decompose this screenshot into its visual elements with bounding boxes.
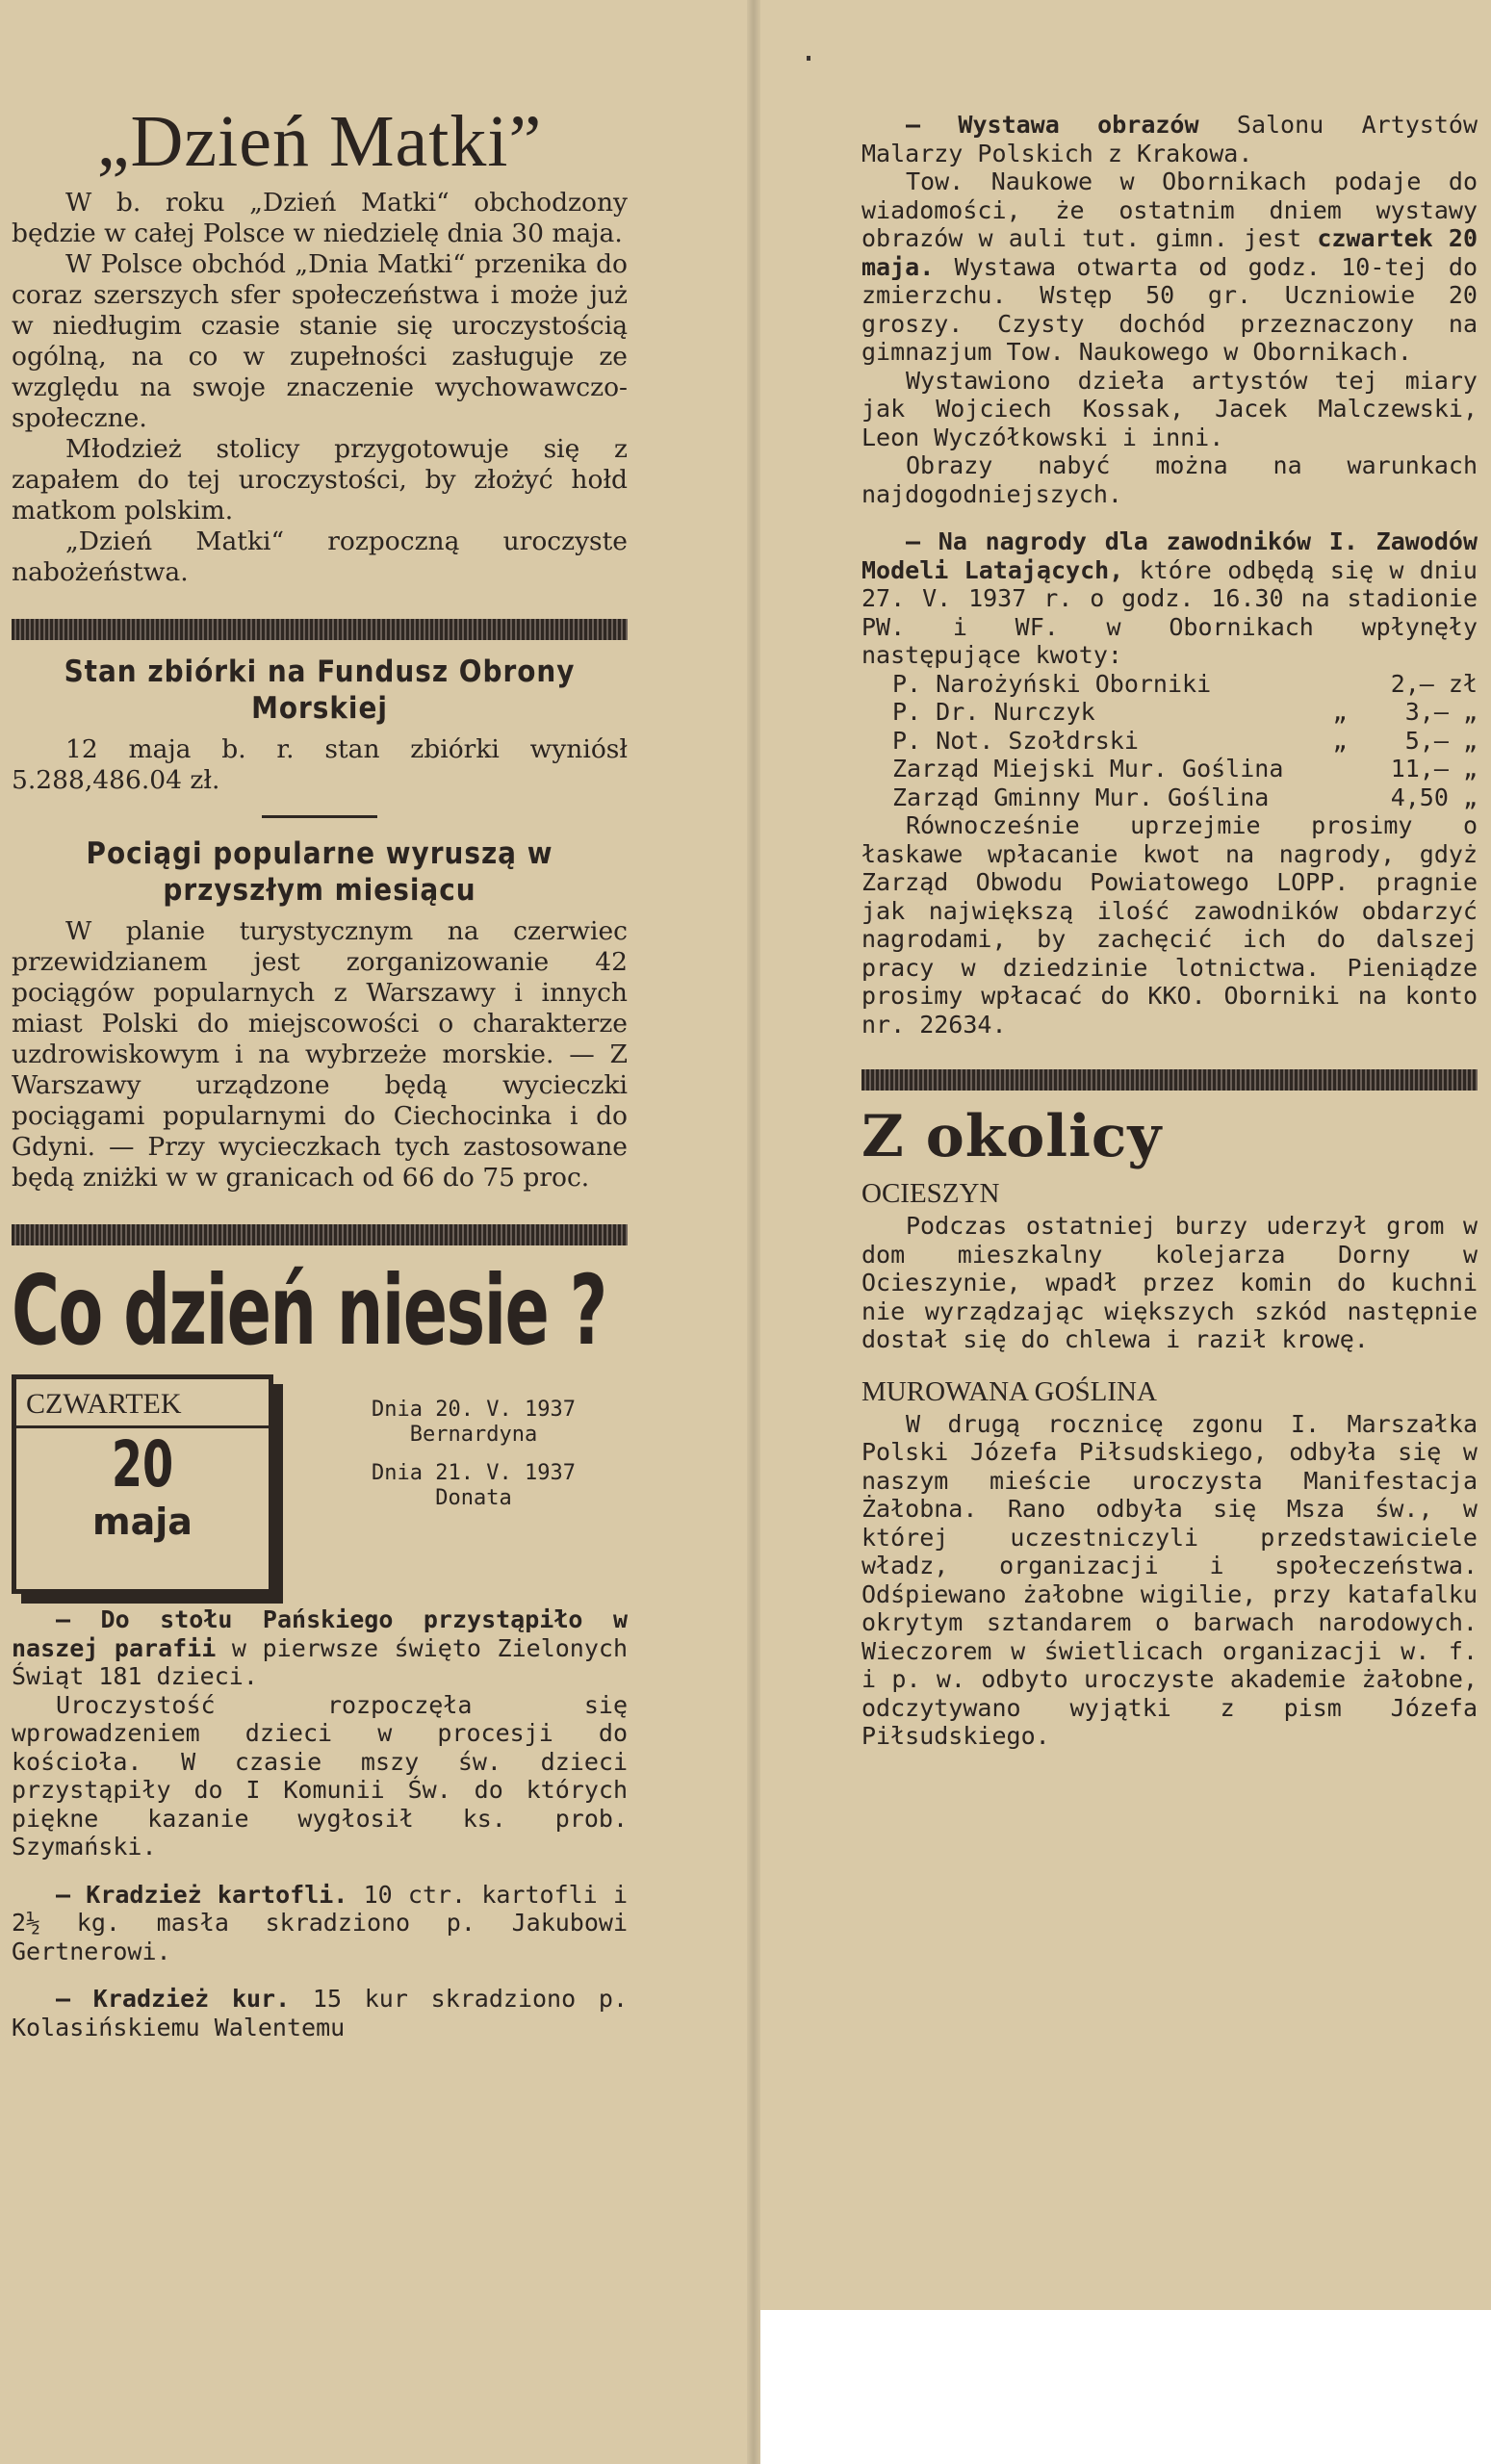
wystawa-p1-a: Tow. Naukowe w Obornikach podaje do wiadomości, że ostatnim dniem wystawy obrazów w auli tut. gimn. jest — [861, 167, 1478, 252]
wystawa-p1-c: Wystawa otwarta od godz. 10-tej do zmierzchu. Wstęp 50 gr. Uczniowie 20 groszy. Czysty dochód przeznaczony na gimnazjum Tow. Naukowego w Obornikach. — [861, 252, 1478, 366]
dzien-matki-p2: W Polsce obchód „Dnia Matki“ przenika do coraz szerszych sfer społeczeństwa i może już w niedługim czasie stanie się uroczystością ogólną, na co w zupełności zasługuje ze względu na swoje znaczenie wychowawczo-społeczne. — [12, 249, 628, 433]
nagrody-table — [861, 670, 1478, 812]
wystawa-lead: — Wystawa obrazów — [906, 111, 1199, 139]
place-murowana-goslina: MUROWANA GOŚLINA — [861, 1375, 1157, 1407]
dzien-matki-title: „Dzień Matki” — [96, 101, 543, 182]
kury-item — [12, 1985, 628, 2041]
ocieszyn-text: Podczas ostatniej burzy uderzył grom w dom mieszkalny kolejarza Dorny w Ocieszynie, wpadł przez komin do kuchni nie wyrządzając większych szkód następnie dostał się do chlewa i raził krowę. — [861, 1212, 1478, 1353]
nameday-2: Donata — [435, 1486, 512, 1510]
wystawa-p3: Obrazy nabyć można na warunkach najdogodniejszych. — [861, 451, 1478, 508]
wystawa-p2: Wystawiono dzieła artystów tej miary jak Wojciech Kossak, Jacek Malczewski, Leon Wyczółkowski i inni. — [861, 366, 1478, 451]
section-divider — [12, 619, 628, 640]
calendar-block — [12, 1374, 628, 1596]
date-1: Dnia 20. V. 1937 — [372, 1398, 576, 1422]
calendar-day: 20 — [111, 1427, 174, 1502]
ink-speck — [807, 56, 810, 61]
section-divider — [12, 1224, 628, 1245]
nagrody-rest: które odbędą się w dniu 27. V. 1937 r. o godz. 16.30 na stadionie PW. i WF. w Obornikach wpłynęły następujące kwoty: — [861, 555, 1478, 669]
kury-lead: — Kradzież kur. — [56, 1985, 291, 2013]
wystawa-intro — [861, 111, 1478, 167]
calendar-box — [12, 1374, 273, 1594]
pociagi-heading: Pociągi popularne wyruszą w przyszłym miesiącu — [86, 836, 553, 908]
kartofle-rest: 10 ctr. kartofli i 2½ kg. masła skradziono p. Jakubowi Gertnerowi. — [12, 1880, 628, 1965]
section-divider — [861, 1069, 1478, 1091]
place-ocieszyn: OCIESZYN — [861, 1178, 1000, 1209]
pociagi-text: W planie turystycznym na czerwiec przewidzianem jest zorganizowanie 42 pociągów popularnych z Warszawy i innych miast Polski do miejscowości o charakterze uzdrowiskowym i na wybrzeże morskie. — Z Warszawy urządzone będą wycieczki pociągami popularnymi do Ciechocinka i do Gdyni. — Przy wycieczkach tych zastosowane będą zniżki w w granicach od 66 do 75 proc. — [12, 916, 628, 1193]
wystawa-rest: Salonu Artystów Malarzy Polskich z Krakowa. — [861, 111, 1478, 167]
okolicy-heading: Z okolicy — [861, 1103, 1163, 1170]
kartofle-item — [12, 1881, 628, 1966]
blank-area — [760, 2310, 1491, 2464]
right-column — [861, 111, 1478, 1751]
wystawa-p1-date: czwartek 20 maja. — [861, 224, 1478, 281]
nagrody-row: Zarząd Miejski Mur. Goślina 11,— „ — [892, 755, 1478, 783]
nagrody-row: P. Dr. Nurczyk „ 3,— „ — [892, 698, 1478, 726]
date-2: Dnia 21. V. 1937 — [372, 1461, 576, 1485]
goslina-text: W drugą rocznicę zgonu I. Marszałka Polski Józefa Piłsudskiego, odbyła się w naszym mieście uroczysta Manifestacja Żałobna. Rano odbyła się Msza św., w której uczestniczyli przedstawiciele władz, organizacji i społeczeństwa. Odśpiewano żałobne wigilie, przy katafalku okrytym sztandarem o barwach narodowych. Wieczorem w świetlicach organizacji w. f. i p. w. odbyto uroczyste akademie żałobne, odczytywano wyjątki z pism Józefa Piłsudskiego. — [861, 1409, 1478, 1750]
calendar-weekday: CZWARTEK — [16, 1379, 269, 1428]
nagrody-row: P. Narożyński Oborniki 2,— zł — [892, 669, 1478, 698]
komunia-lead: — Do stołu Pańskiego przystąpiło w naszej parafii — [12, 1605, 628, 1662]
komunia-p1 — [12, 1605, 628, 1691]
kartofle-lead: — Kradzież kartofli. — [56, 1880, 348, 1909]
short-divider — [262, 815, 377, 818]
wystawa-p1 — [861, 167, 1478, 367]
komunia-p2: Uroczystość rozpoczęła się wprowadzeniem dzieci w procesji do kościoła. W czasie mszy św. dzieci przystąpiły do I Komunii Św. do których piękne kazanie wygłosił ks. prob. Szymański. — [12, 1690, 628, 1861]
nagrody-intro — [861, 527, 1478, 670]
zbiorka-heading: Stan zbiórki na Fundusz Obrony Morskiej — [64, 654, 576, 726]
left-column — [12, 91, 628, 2041]
nameday-1: Bernardyna — [409, 1423, 538, 1447]
name-days — [329, 1398, 618, 1511]
dzien-matki-p3: Młodzież stolicy przygotowuje się z zapałem do tej uroczystości, by złożyć hołd matkom polskim. — [12, 434, 628, 526]
komunia-rest: w pierwsze święto Zielonych Świąt 181 dzieci. — [12, 1633, 629, 1690]
nagrody-lead: — Na nagrody dla zawodników I. Zawodów Modeli Latających, — [861, 527, 1478, 584]
dzien-matki-p4: „Dzień Matki“ rozpoczną uroczyste nabożeństwa. — [12, 526, 628, 587]
kury-rest: 15 kur skradziono p. Kolasińskiemu Walentemu — [12, 1985, 628, 2041]
zbiorka-text: 12 maja b. r. stan zbiórki wyniósł 5.288,486.04 zł. — [12, 734, 628, 795]
nagrody-row: P. Not. Szołdrski „ 5,— „ — [892, 726, 1478, 755]
calendar-month: maja — [92, 1501, 193, 1543]
co-dzien-heading: Co dzień niesie ? — [12, 1254, 606, 1367]
nagrody-row: Zarząd Gminny Mur. Goślina 4,50 „ — [892, 783, 1478, 811]
nagrody-p2: Równocześnie uprzejmie prosimy o łaskawe wpłacanie kwot na nagrody, gdyż Zarząd Obwodu Powiatowego LOPP. pragnie jak największą ilość zawodników obdarzyć nagrodami, by zachęcić ich do dalszej pracy w dziedzinie lotnictwa. Pieniądze prosimy wpłacać do KKO. Oborniki na konto nr. 22634. — [861, 811, 1478, 1039]
dzien-matki-p1: W b. roku „Dzień Matki“ obchodzony będzie w całej Polsce w niedzielę dnia 30 maja. — [12, 188, 628, 248]
